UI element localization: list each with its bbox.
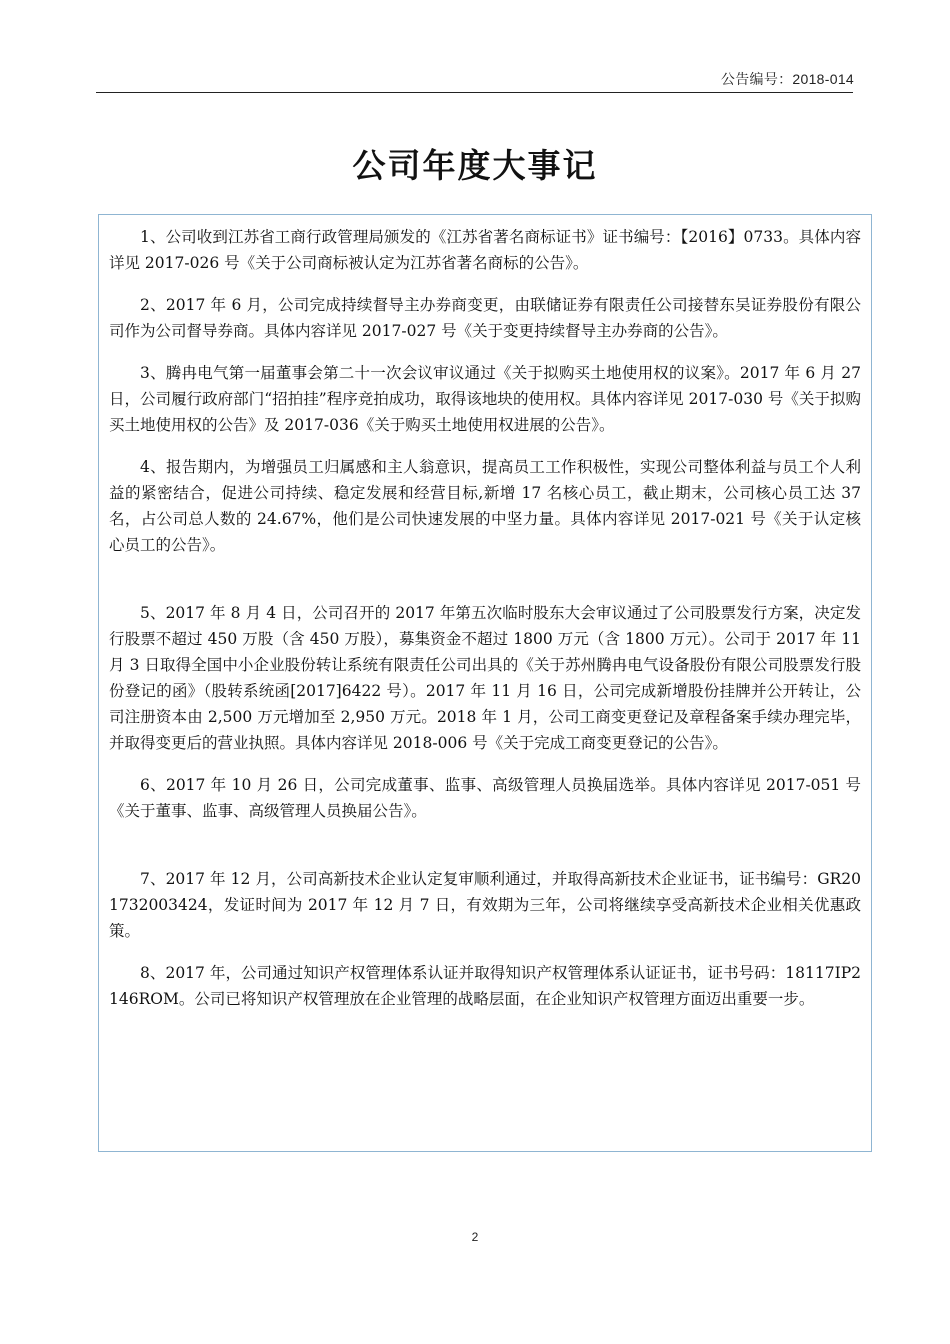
event-item-8: 8、2017 年，公司通过知识产权管理体系认证并取得知识产权管理体系认证证书，证书号码：18117IP2146ROM。公司已将知识产权管理放在企业管理的战略层面，在企业知识产权管理方面迈出重要一步。 [109, 964, 861, 1008]
event-item-2: 2、2017 年 6 月，公司完成持续督导主办券商变更，由联储证券有限责任公司接替东吴证券股份有限公司作为公司督导券商。具体内容详见 2017-027 号《关于变更持续督导主办券商的公告》。 [109, 296, 861, 340]
event-item-4: 4、报告期内，为增强员工归属感和主人翁意识，提高员工工作积极性，实现公司整体利益与员工个人利益的紧密结合，促进公司持续、稳定发展和经营目标,新增 17 名核心员工，截止期末，公司核心员工达 37 名，占公司总人数的 24.67%，他们是公司快速发展的中坚力量。具体内容详见 2017-021 号《关于认定核心员工的公告》。 [109, 458, 861, 554]
event-item-1: 1、公司收到江苏省工商行政管理局颁发的《江苏省著名商标证书》证书编号：【2016】0733。具体内容详见 2017-026 号《关于公司商标被认定为江苏省著名商标的公告》。 [109, 228, 861, 272]
page-title: 公司年度大事记 [352, 146, 598, 185]
announcement-number: 公告编号：2018-014 [720, 71, 854, 87]
events-box [98, 214, 872, 1152]
event-item-5: 5、2017 年 8 月 4 日，公司召开的 2017 年第五次临时股东大会审议通过了公司股票发行方案，决定发行股票不超过 450 万股（含 450 万股），募集资金不超过 1800 万元（含 1800 万元）。公司于 2017 年 11 月 3 日取得全国中小企业股份转让系统有限责任公司出具的《关于苏州腾冉电气设备股份有限公司股票发行股份登记的函》（股转系统函[2017]6422 号）。2017 年 11 月 16 日，公司完成新增股份挂牌并公开转让，公司注册资本由 2,500 万元增加至 2,950 万元。2018 年 1 月，公司工商变更登记及章程备案手续办理完毕，并取得变更后的营业执照。具体内容详见 2018-006 号《关于完成工商变更登记的公告》。 [109, 604, 861, 752]
event-item-3: 3、腾冉电气第一届董事会第二十一次会议审议通过《关于拟购买土地使用权的议案》。2017 年 6 月 27 日，公司履行政府部门“招拍挂”程序竞拍成功，取得该地块的使用权。具体内容详见 2017-030 号《关于拟购买土地使用权的公告》及 2017-036《关于购买土地使用权进展的公告》。 [109, 364, 861, 434]
header-divider [96, 92, 853, 93]
event-item-7: 7、2017 年 12 月，公司高新技术企业认定复审顺利通过，并取得高新技术企业证书，证书编号：GR201732003424，发证时间为 2017 年 12 月 7 日，有效期为三年，公司将继续享受高新技术企业相关优惠政策。 [109, 870, 861, 940]
event-item-6: 6、2017 年 10 月 26 日，公司完成董事、监事、高级管理人员换届选举。具体内容详见 2017-051 号《关于董事、监事、高级管理人员换届公告》。 [109, 776, 861, 820]
page-number: 2 [471, 1230, 479, 1244]
